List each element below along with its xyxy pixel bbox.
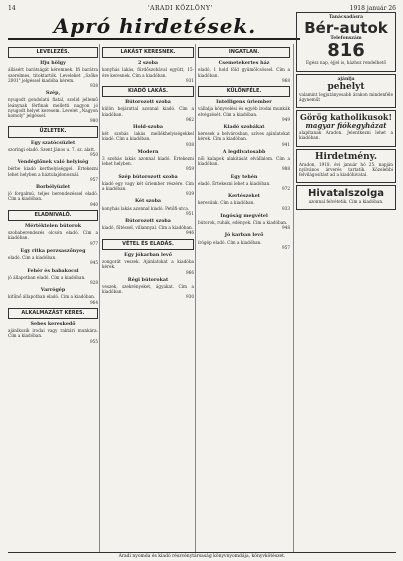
column-1 [8, 44, 98, 554]
ad-heading: Egy szatócsüzlet [30, 139, 76, 146]
ad-heading: Csemetekertes ház [218, 60, 270, 67]
ad-heading: Régi bútorokat [127, 276, 169, 283]
ad-heading: Borbélyüzlet [35, 184, 71, 191]
ad-number: 951 [186, 210, 194, 216]
ad-text: külön bejárattal azonnal kiadó. Cím a kiadóban. [102, 106, 194, 117]
feather-ad-title: pehelyt [327, 81, 365, 92]
ad-text: jó forgalmú, teljes berendezéssel eladó. Cím a kiadóban. [8, 191, 98, 202]
ad-heading: Sebes kereskedő [30, 320, 76, 327]
ad-heading: Mértéktelen bútorok [24, 223, 82, 230]
feather-ad-head: ajánlja [337, 76, 355, 82]
taxi-ad-title: Bér-autok [304, 19, 388, 38]
job-ad-title: Hivatalszolga [308, 188, 384, 200]
ad-body [102, 259, 194, 275]
ad-number: 940 [90, 201, 98, 207]
issue-date: 1918 január 26 [349, 5, 396, 12]
ad-heading: Intelligens úriember [216, 99, 272, 106]
category-heading: INGATLAN. [198, 47, 290, 58]
masthead-rule [8, 38, 300, 40]
ad-heading: Modern [137, 148, 159, 155]
job-ad [296, 185, 396, 210]
ad-number: 949 [282, 116, 290, 122]
ad-body [198, 156, 290, 172]
ad-body [198, 220, 290, 230]
ad-text: bérbe kiadó kerthelyiséggel. Értekezni lehet helyben a háztulajdonosnál. [8, 166, 98, 177]
page-number: 14 [8, 5, 16, 12]
church-ad-title: Görög katholikusok! [299, 112, 392, 123]
section-masthead: Apró hirdetések. [53, 14, 257, 38]
ad-number: 966 [186, 269, 194, 275]
ad-body [8, 97, 98, 123]
ad-number: 946 [186, 230, 194, 236]
ad-text: eladó. Cím a kiadóban. [8, 255, 57, 261]
ad-text: nyugodt gondolatú fiatal, szolid jellemű leánynak férfinak melletti nagyon jó nyugodt helyet keresem. Levelet „Nagyon komoly" jelgéssel. [8, 97, 98, 119]
ad-body [102, 284, 194, 300]
column-2 [102, 44, 194, 554]
column-3 [198, 44, 290, 554]
ad-body [198, 131, 290, 147]
ad-heading: Varrógép [40, 287, 66, 294]
ad-text: zongorát veszek. Ajánlatokat a kiadóba kérek. [102, 259, 194, 270]
ad-text: konyhás lakás, fürdőszobával együtt, 15-ére keresnek. Cím a kiadóban. [102, 67, 194, 78]
ad-text: vállalja könyvelési és egyéb irodai munkák elvégzését. Cím a kiadóban. [198, 106, 290, 117]
ad-body [102, 67, 194, 83]
taxi-ad-kicker: Tanácsadásra [328, 15, 364, 20]
feather-ad [296, 74, 396, 109]
ad-text: kiadó egy vagy két úriember részére. Cím a kiadóban. [102, 180, 194, 192]
ad-number: 931 [186, 77, 194, 83]
ad-heading: Vendéglőnek való helyiség [17, 159, 89, 166]
taxi-ad-sub: Telefonszám [330, 36, 362, 42]
ad-number: 938 [90, 83, 98, 89]
category-heading: ALKALMAZÁST KERES. [8, 308, 98, 319]
ad-heading: Bútorozott szoba [125, 99, 171, 106]
ad-number: 955 [90, 338, 98, 344]
ad-heading: Kiadó szobákat [223, 124, 265, 131]
ad-text: kitűnő állapotban eladó. Cím a kiadóban. [8, 294, 96, 300]
ad-text: ajánlkozik irodai vagy raktári munkára. Cím a kiadóban. [8, 328, 98, 339]
ad-body [8, 328, 98, 344]
job-ad-text: azonnal felvétetik. Cím a kiadóban. [308, 199, 384, 205]
ad-text: női kalapok alakítását elvállalom. Cím a kiadóban. [198, 156, 290, 167]
ad-number: 938 [186, 141, 194, 147]
ad-number: 964 [90, 299, 98, 305]
column-4-display-ads [296, 10, 396, 520]
ad-body [8, 294, 98, 304]
notice-ad-title: Hirdetmény. [315, 151, 377, 162]
notice-ad [296, 149, 396, 184]
ad-heading: Egy tehén [230, 173, 258, 180]
ad-text: keresünk. Cím a kiadóban. [198, 200, 255, 206]
footer-rule [8, 552, 396, 553]
church-ad-mid: magyar fiókegyházat [305, 121, 387, 131]
ad-number: 941 [282, 141, 290, 147]
category-heading: ELADNIVALÓ. [8, 210, 98, 221]
ad-body [8, 166, 98, 182]
category-heading: KÜLÖNFÉLE. [198, 86, 290, 97]
ad-text: 3 szobás lakás azonnal kiadó. Értekezni lehet helyben. [102, 156, 194, 167]
feather-ad-text: valamint legjutányosabb árakon mindenféle ágyneműt [299, 91, 393, 103]
ad-number: 948 [282, 225, 290, 231]
ad-text: konyhás lakás azonnal kiadó. Petőfi-utca. [102, 205, 190, 211]
category-heading: KIADÓ LAKÁS. [102, 86, 194, 97]
ad-text: szobaberendezés olcsón eladó. Cím a kiadóban. [8, 230, 98, 241]
category-heading: LEVELEZÉS. [8, 47, 98, 58]
ad-body [8, 67, 98, 88]
ad-body [8, 230, 98, 246]
ad-body [198, 67, 290, 83]
ad-body [198, 181, 290, 191]
ad-body [198, 240, 290, 250]
ad-body [102, 106, 194, 122]
ad-heading: Szép bútorozott szoba [118, 173, 178, 180]
ad-number: 968 [282, 77, 290, 83]
ad-heading: Hold-szoba [133, 124, 163, 131]
church-ad-text: alapítanak Aradon. Jelentkezni lehet a kiadóban. [299, 130, 393, 141]
taxi-ad-phone: 816 [327, 40, 365, 62]
ad-number: 930 [186, 294, 194, 300]
ad-heading: A legdivatosabb [222, 148, 266, 155]
ad-text: két szobás lakás mellékhelyiségekkel kiadó. Cím a kiadóban. [102, 131, 194, 142]
category-heading: LAKÁST KERESNEK. [102, 47, 194, 58]
ad-body [8, 191, 98, 207]
ad-text: eladó, 1 hold föld gyümölcsössel. Cím a kiadóban. [198, 67, 290, 78]
ad-body [102, 131, 194, 147]
printer-footer: Aradi nyomda és kiadó részvénytársaság könyvnyomdája, könyvkötészet. [118, 554, 286, 559]
ad-body [102, 225, 194, 235]
ad-text: kiadó, fűtéssel, villannyal. Cím a kiadóban. [102, 225, 194, 231]
newspaper-name: 'ARADI KÖZLÖNY' [148, 5, 213, 12]
ad-number: 945 [90, 260, 98, 266]
ad-body [102, 206, 194, 216]
ad-number: 933 [282, 205, 290, 211]
ad-heading: Ingóság megvétel [220, 212, 268, 219]
ad-number: 988 [282, 166, 290, 172]
ad-text: keresek a belvárosban, szíves ajánlatokat kérek. Cím a kiadóban. [198, 131, 290, 142]
ad-number: 957 [282, 244, 290, 250]
ad-body [8, 255, 98, 265]
ad-heading: Jó karban levő [224, 232, 264, 239]
ad-body [198, 106, 290, 122]
ad-number: 928 [90, 279, 98, 285]
ad-text: eladó. Értekezni lehet a kiadóban. [198, 180, 271, 186]
ad-number: 957 [90, 176, 98, 182]
column-rule [195, 44, 196, 552]
ad-body [198, 200, 290, 210]
ad-body [8, 147, 98, 157]
ad-heading: Szép, [45, 90, 61, 97]
ad-heading: Ifju hölgy [40, 60, 66, 67]
ad-number: 939 [186, 191, 194, 197]
ad-heading: Egy jókarban levő [124, 251, 172, 258]
ad-text: bútorok, ruhák, edények. Cím a kiadóban. [198, 220, 288, 226]
category-heading: ÜZLETEK. [8, 126, 98, 137]
column-rule [99, 44, 100, 552]
ad-text: szoringi eladó. Szent János u. 7. sz. alatt. [8, 146, 96, 152]
ad-text: állásért barátságát kéremnek. Ifi barátra szerelmes, titoktartók. Leveleket „Szőke 2001" jelgéssel kiadóba kérem. [8, 67, 98, 83]
ad-heading: 2 szoba [137, 60, 159, 67]
ad-body [8, 275, 98, 285]
ad-number: 959 [186, 166, 194, 172]
ad-body [102, 181, 194, 197]
ad-heading: Fehér és babakocsi [27, 267, 79, 274]
ad-text: írógép eladó. Cím a kiadóban. [198, 239, 262, 245]
ad-heading: Bútorozott szoba [125, 218, 171, 225]
category-heading: VÉTEL ÉS ELADÁS. [102, 239, 194, 250]
ad-number: 977 [90, 240, 98, 246]
notice-ad-text: Aradon, 1918. évi január hó 25. napján nyilvános árverés tartatik. Közelebbi felvilágosítást ad a kiadóhivatal. [299, 161, 393, 178]
church-ad [296, 110, 396, 146]
ad-heading: Egy ritka perzsaszőnyeg [20, 247, 86, 254]
ad-number: 972 [282, 186, 290, 192]
ad-heading: Két szoba [134, 198, 162, 205]
ad-number: 980 [90, 118, 98, 124]
taxi-ad [296, 12, 396, 72]
column-rule [293, 44, 294, 552]
taxi-ad-text: Egész nap, éjjel is, házhoz rendelhető [305, 60, 387, 66]
ad-heading: Kertészeket [228, 193, 260, 200]
ad-body [102, 156, 194, 172]
ad-text: jó állapotban eladó. Cím a kiadóban. [8, 274, 86, 280]
ad-text: veszek, szekrényeket, ágyakat. Cím a kiadóban. [102, 283, 194, 295]
ad-number: 962 [186, 116, 194, 122]
ad-number: 950 [90, 152, 98, 158]
